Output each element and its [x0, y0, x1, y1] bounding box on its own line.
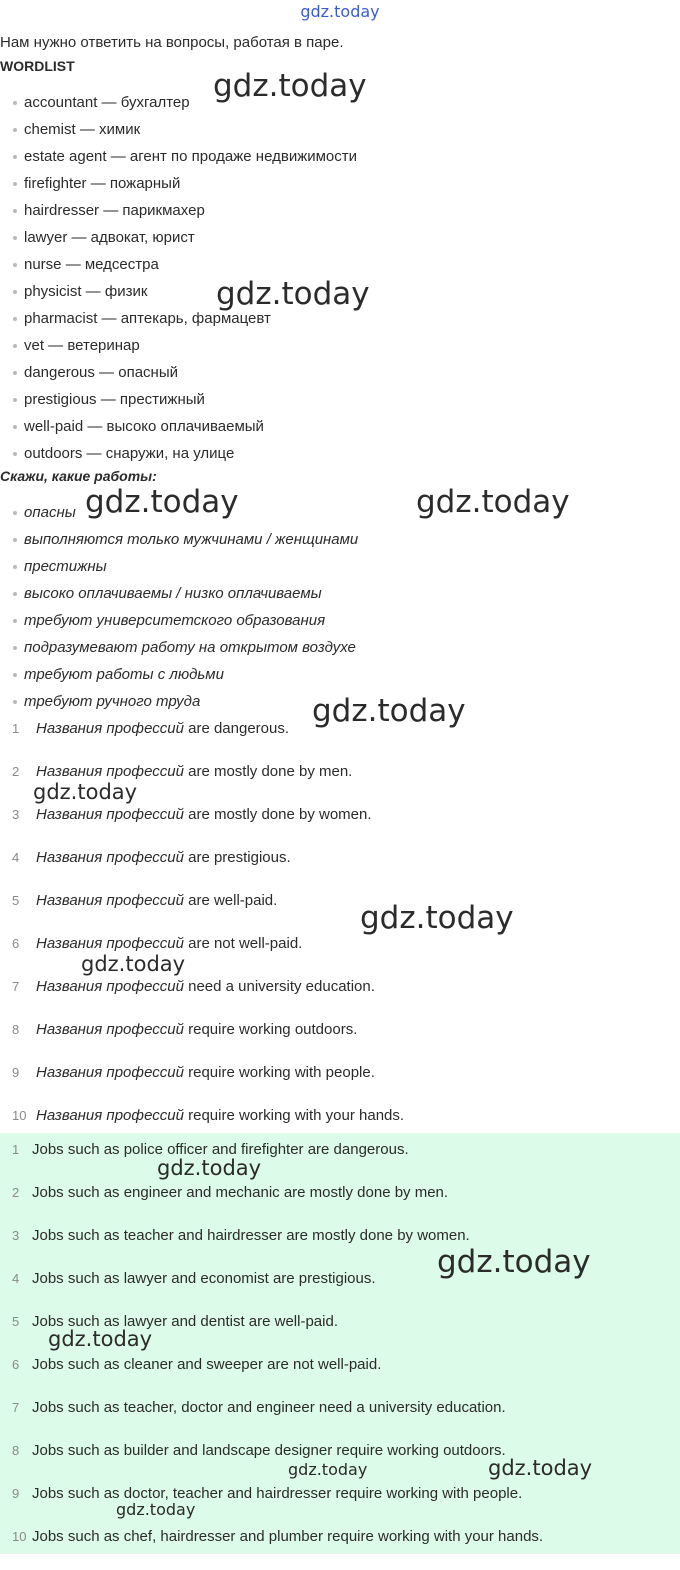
watermark: gdz.today — [33, 780, 138, 804]
task-item: выполняются только мужчинами / женщинами — [0, 526, 358, 553]
wordlist — [0, 89, 357, 467]
wordlist-item: vet — ветеринар — [0, 332, 357, 359]
watermark: gdz.today — [488, 1456, 593, 1480]
wordlist-item: outdoors — снаружи, на улице — [0, 440, 357, 467]
question-item — [0, 848, 680, 891]
watermark: gdz.today — [213, 68, 367, 104]
watermark: gdz.today — [288, 1460, 368, 1479]
wordlist-item: hairdresser — парикмахер — [0, 197, 357, 224]
answer-item — [0, 1140, 680, 1183]
placeholder-text: Названия профессий — [36, 935, 184, 952]
wordlist-item: accountant — бухгалтер — [0, 89, 357, 116]
question-text: require working with people. — [183, 1064, 375, 1081]
question-text: are well-paid. — [183, 892, 278, 909]
question-item — [0, 1063, 680, 1106]
answer-text: Jobs such as lawyer and dentist are well-paid. — [32, 1313, 338, 1330]
watermark: gdz.today — [85, 484, 239, 520]
question-item — [0, 762, 680, 805]
answer-item — [0, 1269, 680, 1312]
item-number: 10 — [12, 1529, 27, 1544]
wordlist-item: pharmacist — аптекарь, фармацевт — [0, 305, 357, 332]
question-text: are not well-paid. — [183, 935, 303, 952]
item-number: 1 — [12, 721, 20, 736]
item-number: 8 — [12, 1022, 20, 1037]
watermark: gdz.today — [437, 1244, 591, 1280]
watermark: gdz.today — [157, 1156, 262, 1180]
item-number: 4 — [12, 1271, 20, 1286]
placeholder-text: Названия профессий — [36, 892, 184, 909]
item-number: 4 — [12, 850, 20, 865]
answer-text: Jobs such as chef, hairdresser and plumber require working with your hands. — [32, 1528, 544, 1545]
wordlist-item: nurse — медсестра — [0, 251, 357, 278]
question-text: are mostly done by women. — [183, 806, 372, 823]
item-number: 3 — [12, 807, 20, 822]
item-number: 7 — [12, 979, 20, 994]
placeholder-text: Названия профессий — [36, 720, 184, 737]
watermark: gdz.today — [116, 1500, 196, 1519]
placeholder-text: Названия профессий — [36, 978, 184, 995]
answer-item — [0, 1527, 680, 1570]
question-item — [0, 891, 680, 934]
question-text: need a university education. — [183, 978, 375, 995]
item-number: 10 — [12, 1108, 27, 1123]
answer-text: Jobs such as builder and landscape designer require working outdoors. — [32, 1442, 506, 1459]
wordlist-item: estate agent — агент по продаже недвижимости — [0, 143, 357, 170]
wordlist-item: chemist — химик — [0, 116, 357, 143]
task-item: требуют работы с людьми — [0, 661, 358, 688]
question-item — [0, 977, 680, 1020]
question-text: are mostly done by men. — [183, 763, 353, 780]
answer-text: Jobs such as engineer and mechanic are mostly done by men. — [32, 1184, 449, 1201]
site-logo[interactable]: gdz.today — [300, 2, 380, 21]
item-number: 8 — [12, 1443, 20, 1458]
task-item: требуют университетского образования — [0, 607, 358, 634]
wordlist-item: firefighter — пожарный — [0, 170, 357, 197]
task-item: высоко оплачиваемы / низко оплачиваемы — [0, 580, 358, 607]
placeholder-text: Названия профессий — [36, 763, 184, 780]
placeholder-text: Названия профессий — [36, 1021, 184, 1038]
item-number: 1 — [12, 1142, 20, 1157]
task-item: опасны — [0, 499, 358, 526]
answer-text: Jobs such as lawyer and economist are prestigious. — [32, 1270, 376, 1287]
watermark: gdz.today — [48, 1327, 153, 1351]
task-item: престижны — [0, 553, 358, 580]
item-number: 3 — [12, 1228, 20, 1243]
item-number: 6 — [12, 1357, 20, 1372]
item-number: 5 — [12, 1314, 20, 1329]
question-text: require working outdoors. — [183, 1021, 358, 1038]
question-item — [0, 1020, 680, 1063]
task-list — [0, 499, 358, 715]
answer-item — [0, 1398, 680, 1441]
question-text: require working with your hands. — [183, 1107, 405, 1124]
answer-text: Jobs such as police officer and firefighter are dangerous. — [32, 1141, 409, 1158]
wordlist-item: prestigious — престижный — [0, 386, 357, 413]
answer-item — [0, 1441, 680, 1484]
watermark: gdz.today — [416, 484, 570, 520]
watermark: gdz.today — [216, 276, 370, 312]
intro-text: Нам нужно ответить на вопросы, работая в паре. — [0, 34, 344, 51]
question-item — [0, 719, 680, 762]
item-number: 9 — [12, 1486, 20, 1501]
answer-item — [0, 1226, 680, 1269]
answer-text: Jobs such as doctor, teacher and hairdresser require working with people. — [32, 1485, 523, 1502]
placeholder-text: Названия профессий — [36, 806, 184, 823]
placeholder-text: Названия профессий — [36, 849, 184, 866]
watermark: gdz.today — [360, 900, 514, 936]
answer-list — [0, 1140, 680, 1570]
item-number: 5 — [12, 893, 20, 908]
wordlist-item: lawyer — адвокат, юрист — [0, 224, 357, 251]
task-item: подразумевают работу на открытом воздухе — [0, 634, 358, 661]
wordlist-item: dangerous — опасный — [0, 359, 357, 386]
placeholder-text: Названия профессий — [36, 1064, 184, 1081]
question-item — [0, 805, 680, 848]
answer-text: Jobs such as teacher and hairdresser are mostly done by women. — [32, 1227, 470, 1244]
answer-item — [0, 1355, 680, 1398]
answer-text: Jobs such as teacher, doctor and engineer need a university education. — [32, 1399, 506, 1416]
wordlist-heading: WORDLIST — [0, 58, 75, 74]
item-number: 9 — [12, 1065, 20, 1080]
question-text: are dangerous. — [183, 720, 290, 737]
answer-item — [0, 1312, 680, 1355]
item-number: 2 — [12, 1185, 20, 1200]
watermark: gdz.today — [81, 952, 186, 976]
answer-text: Jobs such as cleaner and sweeper are not well-paid. — [32, 1356, 382, 1373]
placeholder-text: Названия профессий — [36, 1107, 184, 1124]
answer-block — [0, 1133, 680, 1554]
wordlist-item: well-paid — высоко оплачиваемый — [0, 413, 357, 440]
wordlist-item: physicist — физик — [0, 278, 357, 305]
item-number: 6 — [12, 936, 20, 951]
question-item — [0, 934, 680, 977]
answer-item — [0, 1183, 680, 1226]
item-number: 7 — [12, 1400, 20, 1415]
task-heading: Скажи, какие работы: — [0, 468, 157, 484]
task-item: требуют ручного труда — [0, 688, 358, 715]
question-text: are prestigious. — [183, 849, 291, 866]
watermark: gdz.today — [312, 693, 466, 729]
question-list — [0, 719, 680, 1149]
item-number: 2 — [12, 764, 20, 779]
answer-item — [0, 1484, 680, 1527]
